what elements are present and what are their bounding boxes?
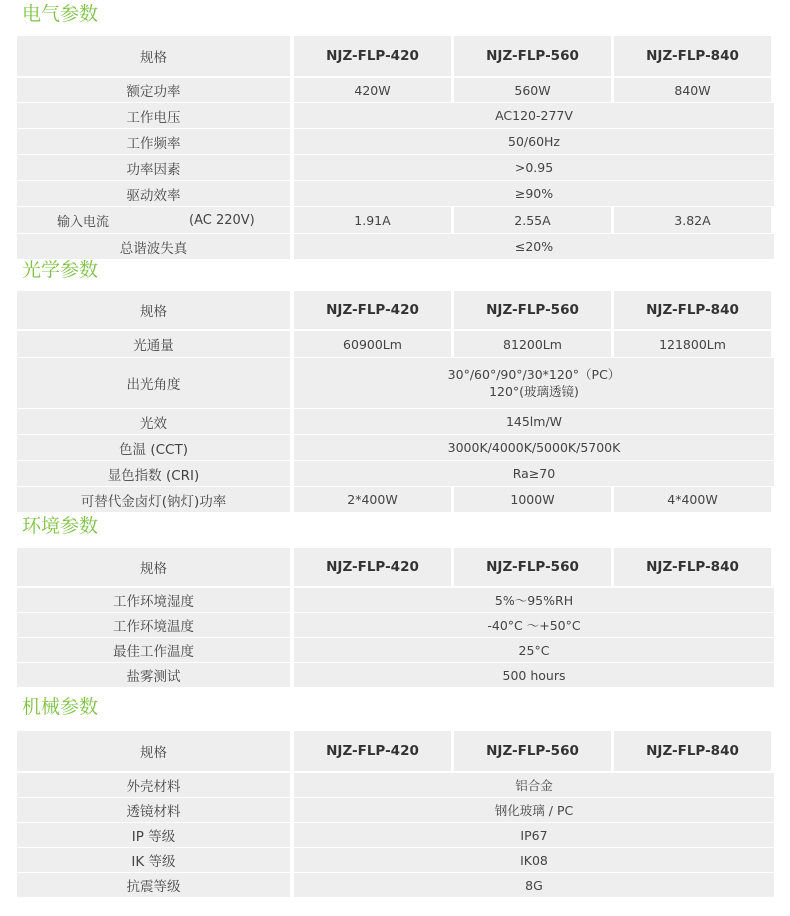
row-label: 抗震等级 [17,873,290,897]
table-row [17,155,774,180]
table-header-row [17,548,774,586]
section-title: 环境参数 [22,515,99,537]
model-header: NJZ-FLP-420 [294,36,451,76]
table-row [17,181,774,206]
row-label [17,207,290,233]
table-row [17,409,774,434]
section-title: 机械参数 [22,696,99,718]
model-header: NJZ-FLP-420 [294,291,451,329]
table-row [17,613,774,637]
table-row [17,129,774,154]
value-cell-merged: ≥90% [294,181,774,206]
table-row [17,823,774,847]
value-cell-merged: 铝合金 [294,773,774,797]
value-cell: 560W [454,78,611,102]
value-cell-merged: 钢化玻璃 / PC [294,798,774,822]
value-cell-merged: 500 hours [294,663,774,687]
row-label: 功率因素 [17,155,290,180]
value-cell-merged: 3000K/4000K/5000K/5700K [294,435,774,460]
row-label: 工作频率 [17,129,290,154]
model-header: NJZ-FLP-840 [614,36,771,76]
table-row [17,663,774,687]
spec-table [17,36,774,260]
value-cell-merged: AC120-277V [294,103,774,128]
header-label: 规格 [17,548,290,586]
row-label: 色温 (CCT) [17,435,290,460]
value-cell: 2*400W [294,487,451,512]
header-label: 规格 [17,731,290,771]
row-label: 总谐波失真 [17,234,290,259]
table-row [17,78,774,102]
row-label: 显色指数 (CRI) [17,461,290,486]
table-row [17,487,774,512]
table-row [17,358,774,408]
model-header: NJZ-FLP-560 [454,731,611,771]
spec-table [17,731,774,898]
row-label: 工作环境湿度 [17,588,290,612]
value-cell-merged: 50/60Hz [294,129,774,154]
table-row [17,331,774,357]
row-label: IK 等级 [17,848,290,872]
row-label: 额定功率 [17,78,290,102]
table-row [17,773,774,797]
model-header: NJZ-FLP-420 [294,731,451,771]
table-row [17,638,774,662]
section-title: 电气参数 [22,3,99,25]
row-label: 透镜材料 [17,798,290,822]
model-header: NJZ-FLP-840 [614,291,771,329]
value-cell-merged: 145lm/W [294,409,774,434]
value-cell: 60900Lm [294,331,451,357]
row-label: 盐雾测试 [17,663,290,687]
model-header: NJZ-FLP-560 [454,291,611,329]
model-header: NJZ-FLP-560 [454,36,611,76]
header-label: 规格 [17,291,290,329]
row-sublabel: (AC 220V) [189,212,255,228]
spec-table [17,548,774,688]
value-cell-merged: 5%～95%RH [294,588,774,612]
value-cell-merged: 8G [294,873,774,897]
value-cell: 2.55A [454,207,611,233]
table-row [17,588,774,612]
spec-table [17,291,774,513]
table-row [17,435,774,460]
row-label: IP 等级 [17,823,290,847]
value-cell-merged: >0.95 [294,155,774,180]
value-line: 120°(玻璃透镜) [489,384,579,399]
row-label: 驱动效率 [17,181,290,206]
header-label: 规格 [17,36,290,76]
value-cell-merged: ≤20% [294,234,774,259]
table-row [17,461,774,486]
model-header: NJZ-FLP-420 [294,548,451,586]
value-cell-merged [294,358,774,408]
value-cell: 1000W [454,487,611,512]
row-label: 最佳工作温度 [17,638,290,662]
value-cell: 81200Lm [454,331,611,357]
table-row [17,234,774,259]
value-cell: 420W [294,78,451,102]
row-label: 光效 [17,409,290,434]
value-cell-merged: IK08 [294,848,774,872]
row-label: 可替代金卤灯(钠灯)功率 [17,487,290,512]
table-header-row [17,291,774,329]
value-cell: 4*400W [614,487,771,512]
value-cell-merged: 25°C [294,638,774,662]
model-header: NJZ-FLP-560 [454,548,611,586]
section-title: 光学参数 [22,259,99,281]
row-label: 出光角度 [17,358,290,408]
value-cell-merged: Ra≥70 [294,461,774,486]
model-header: NJZ-FLP-840 [614,731,771,771]
value-cell: 1.91A [294,207,451,233]
row-label-text: 输入电流 [57,214,110,230]
table-row [17,798,774,822]
model-header: NJZ-FLP-840 [614,548,771,586]
row-label: 工作电压 [17,103,290,128]
value-cell-merged: IP67 [294,823,774,847]
table-row [17,103,774,128]
row-label: 工作环境温度 [17,613,290,637]
table-row [17,848,774,872]
value-cell: 3.82A [614,207,771,233]
table-header-row [17,731,774,771]
row-label: 外壳材料 [17,773,290,797]
value-cell: 121800Lm [614,331,771,357]
table-row [17,207,774,233]
table-row [17,873,774,897]
value-line: 30°/60°/90°/30*120°（PC） [447,367,621,382]
value-cell: 840W [614,78,771,102]
value-cell-merged: -40°C ～+50°C [294,613,774,637]
table-header-row [17,36,774,76]
row-label: 光通量 [17,331,290,357]
